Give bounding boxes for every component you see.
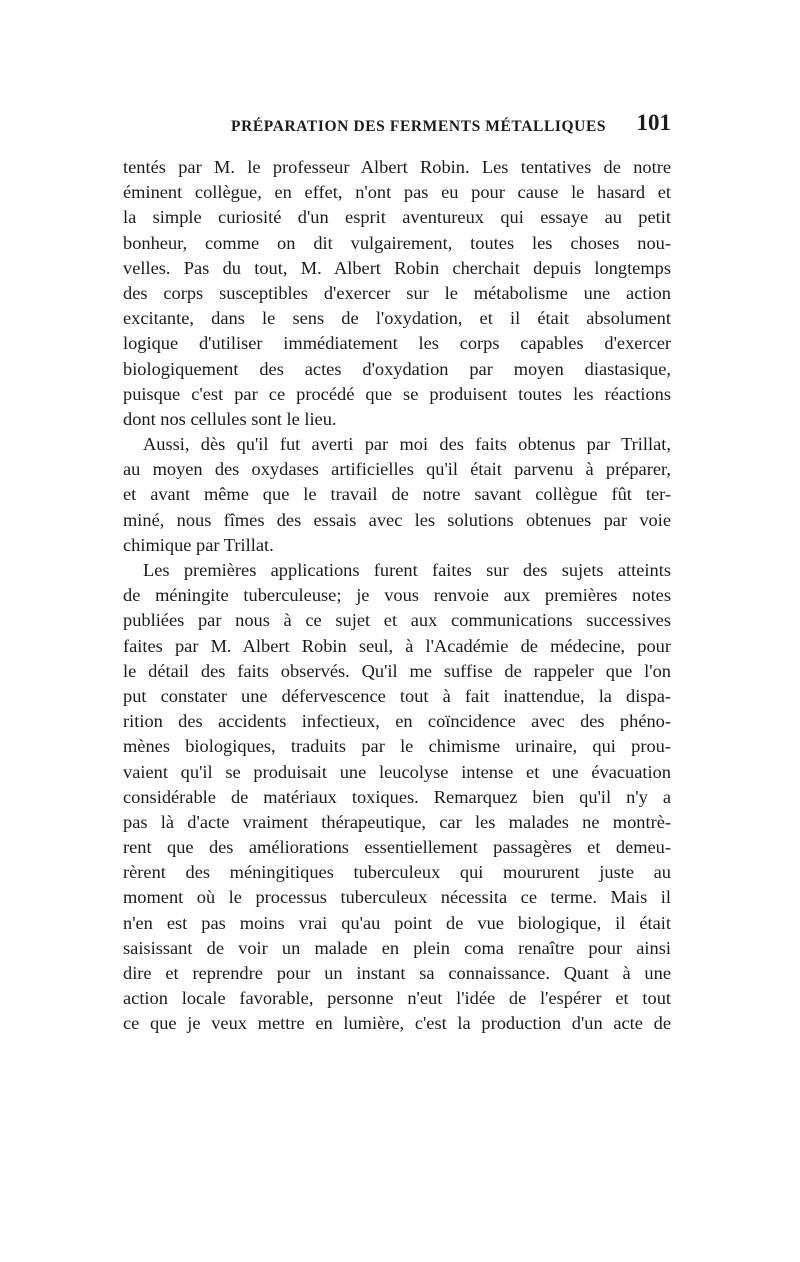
text-line: bonheur, comme on dit vulgairement, toutes les choses nou-	[123, 232, 671, 253]
text-line: chimique par Trillat.	[123, 534, 274, 555]
text-line: logique d'utiliser immédiatement les corps capables d'exercer	[123, 333, 671, 354]
text-line: n'en est pas moins vrai qu'au point de vue biologique, il était	[123, 912, 671, 933]
page-header	[123, 110, 671, 150]
text-line: et avant même que le travail de notre savant collègue fût ter-	[123, 484, 671, 505]
text-line: rèrent des méningitiques tuberculeux qui moururent juste au	[123, 862, 671, 883]
text-line: rition des accidents infectieux, en coïncidence avec des phéno-	[123, 711, 671, 732]
text-line: considérable de matériaux toxiques. Remarquez bien qu'il n'y a	[123, 786, 671, 807]
running-title: PRÉPARATION DES FERMENTS MÉTALLIQUES	[231, 118, 607, 135]
text-line: des corps susceptibles d'exercer sur le métabolisme une action	[123, 282, 671, 303]
text-line: de méningite tuberculeuse; je vous renvoie aux premières notes	[123, 585, 671, 606]
text-line: velles. Pas du tout, M. Albert Robin cherchait depuis longtemps	[123, 257, 671, 278]
text-line: au moyen des oxydases artificielles qu'il était parvenu à préparer,	[123, 459, 671, 480]
text-line: faites par M. Albert Robin seul, à l'Académie de médecine, pour	[123, 635, 671, 656]
text-line: miné, nous fîmes des essais avec les solutions obtenues par voie	[123, 509, 671, 530]
text-line: pas là d'acte vraiment thérapeutique, car les malades ne montrè-	[123, 811, 671, 832]
text-line: put constater une défervescence tout à fait inattendue, la dispa-	[123, 685, 671, 706]
text-line: dire et reprendre pour un instant sa connaissance. Quant à une	[123, 963, 671, 983]
text-line: dont nos cellules sont le lieu.	[123, 408, 337, 429]
paragraph-1	[123, 155, 671, 432]
text-line: le détail des faits observés. Qu'il me suffise de rappeler que l'on	[123, 660, 671, 681]
text-line: ce que je veux mettre en lumière, c'est la production d'un acte de	[123, 1013, 671, 1034]
text-line: Les premières applications furent faites sur des sujets atteints	[143, 560, 671, 580]
text-line: rent que des améliorations essentiellement passagères et demeu-	[123, 837, 671, 858]
page-number: 101	[636, 110, 671, 135]
text-line: vaient qu'il se produisait une leucolyse intense et une évacuation	[123, 761, 671, 782]
text-line: excitante, dans le sens de l'oxydation, et il était absolument	[123, 308, 671, 329]
text-line: publiées par nous à ce sujet et aux communications successives	[123, 610, 671, 631]
text-line: saisissant de voir un malade en plein coma renaître pour ainsi	[123, 937, 671, 958]
text-line: biologiquement des actes d'oxydation par moyen diastasique,	[123, 358, 671, 379]
text-line: Aussi, dès qu'il fut averti par moi des faits obtenus par Trillat,	[143, 434, 671, 455]
text-line: moment où le processus tuberculeux nécessita ce terme. Mais il	[123, 887, 671, 908]
text-line: éminent collègue, en effet, n'ont pas eu pour cause le hasard et	[123, 182, 671, 203]
text-line: puisque c'est par ce procédé que se produisent toutes les réactions	[123, 383, 671, 404]
paragraph-3	[123, 558, 671, 1037]
body-text	[123, 155, 671, 1037]
text-line: action locale favorable, personne n'eut l'idée de l'espérer et tout	[123, 988, 671, 1009]
text-line: tentés par M. le professeur Albert Robin. Les tentatives de notre	[123, 157, 671, 177]
text-line: mènes biologiques, traduits par le chimisme urinaire, qui prou-	[123, 736, 671, 757]
paragraph-2	[123, 432, 671, 558]
text-line: la simple curiosité d'un esprit aventureux qui essaye au petit	[123, 207, 671, 228]
